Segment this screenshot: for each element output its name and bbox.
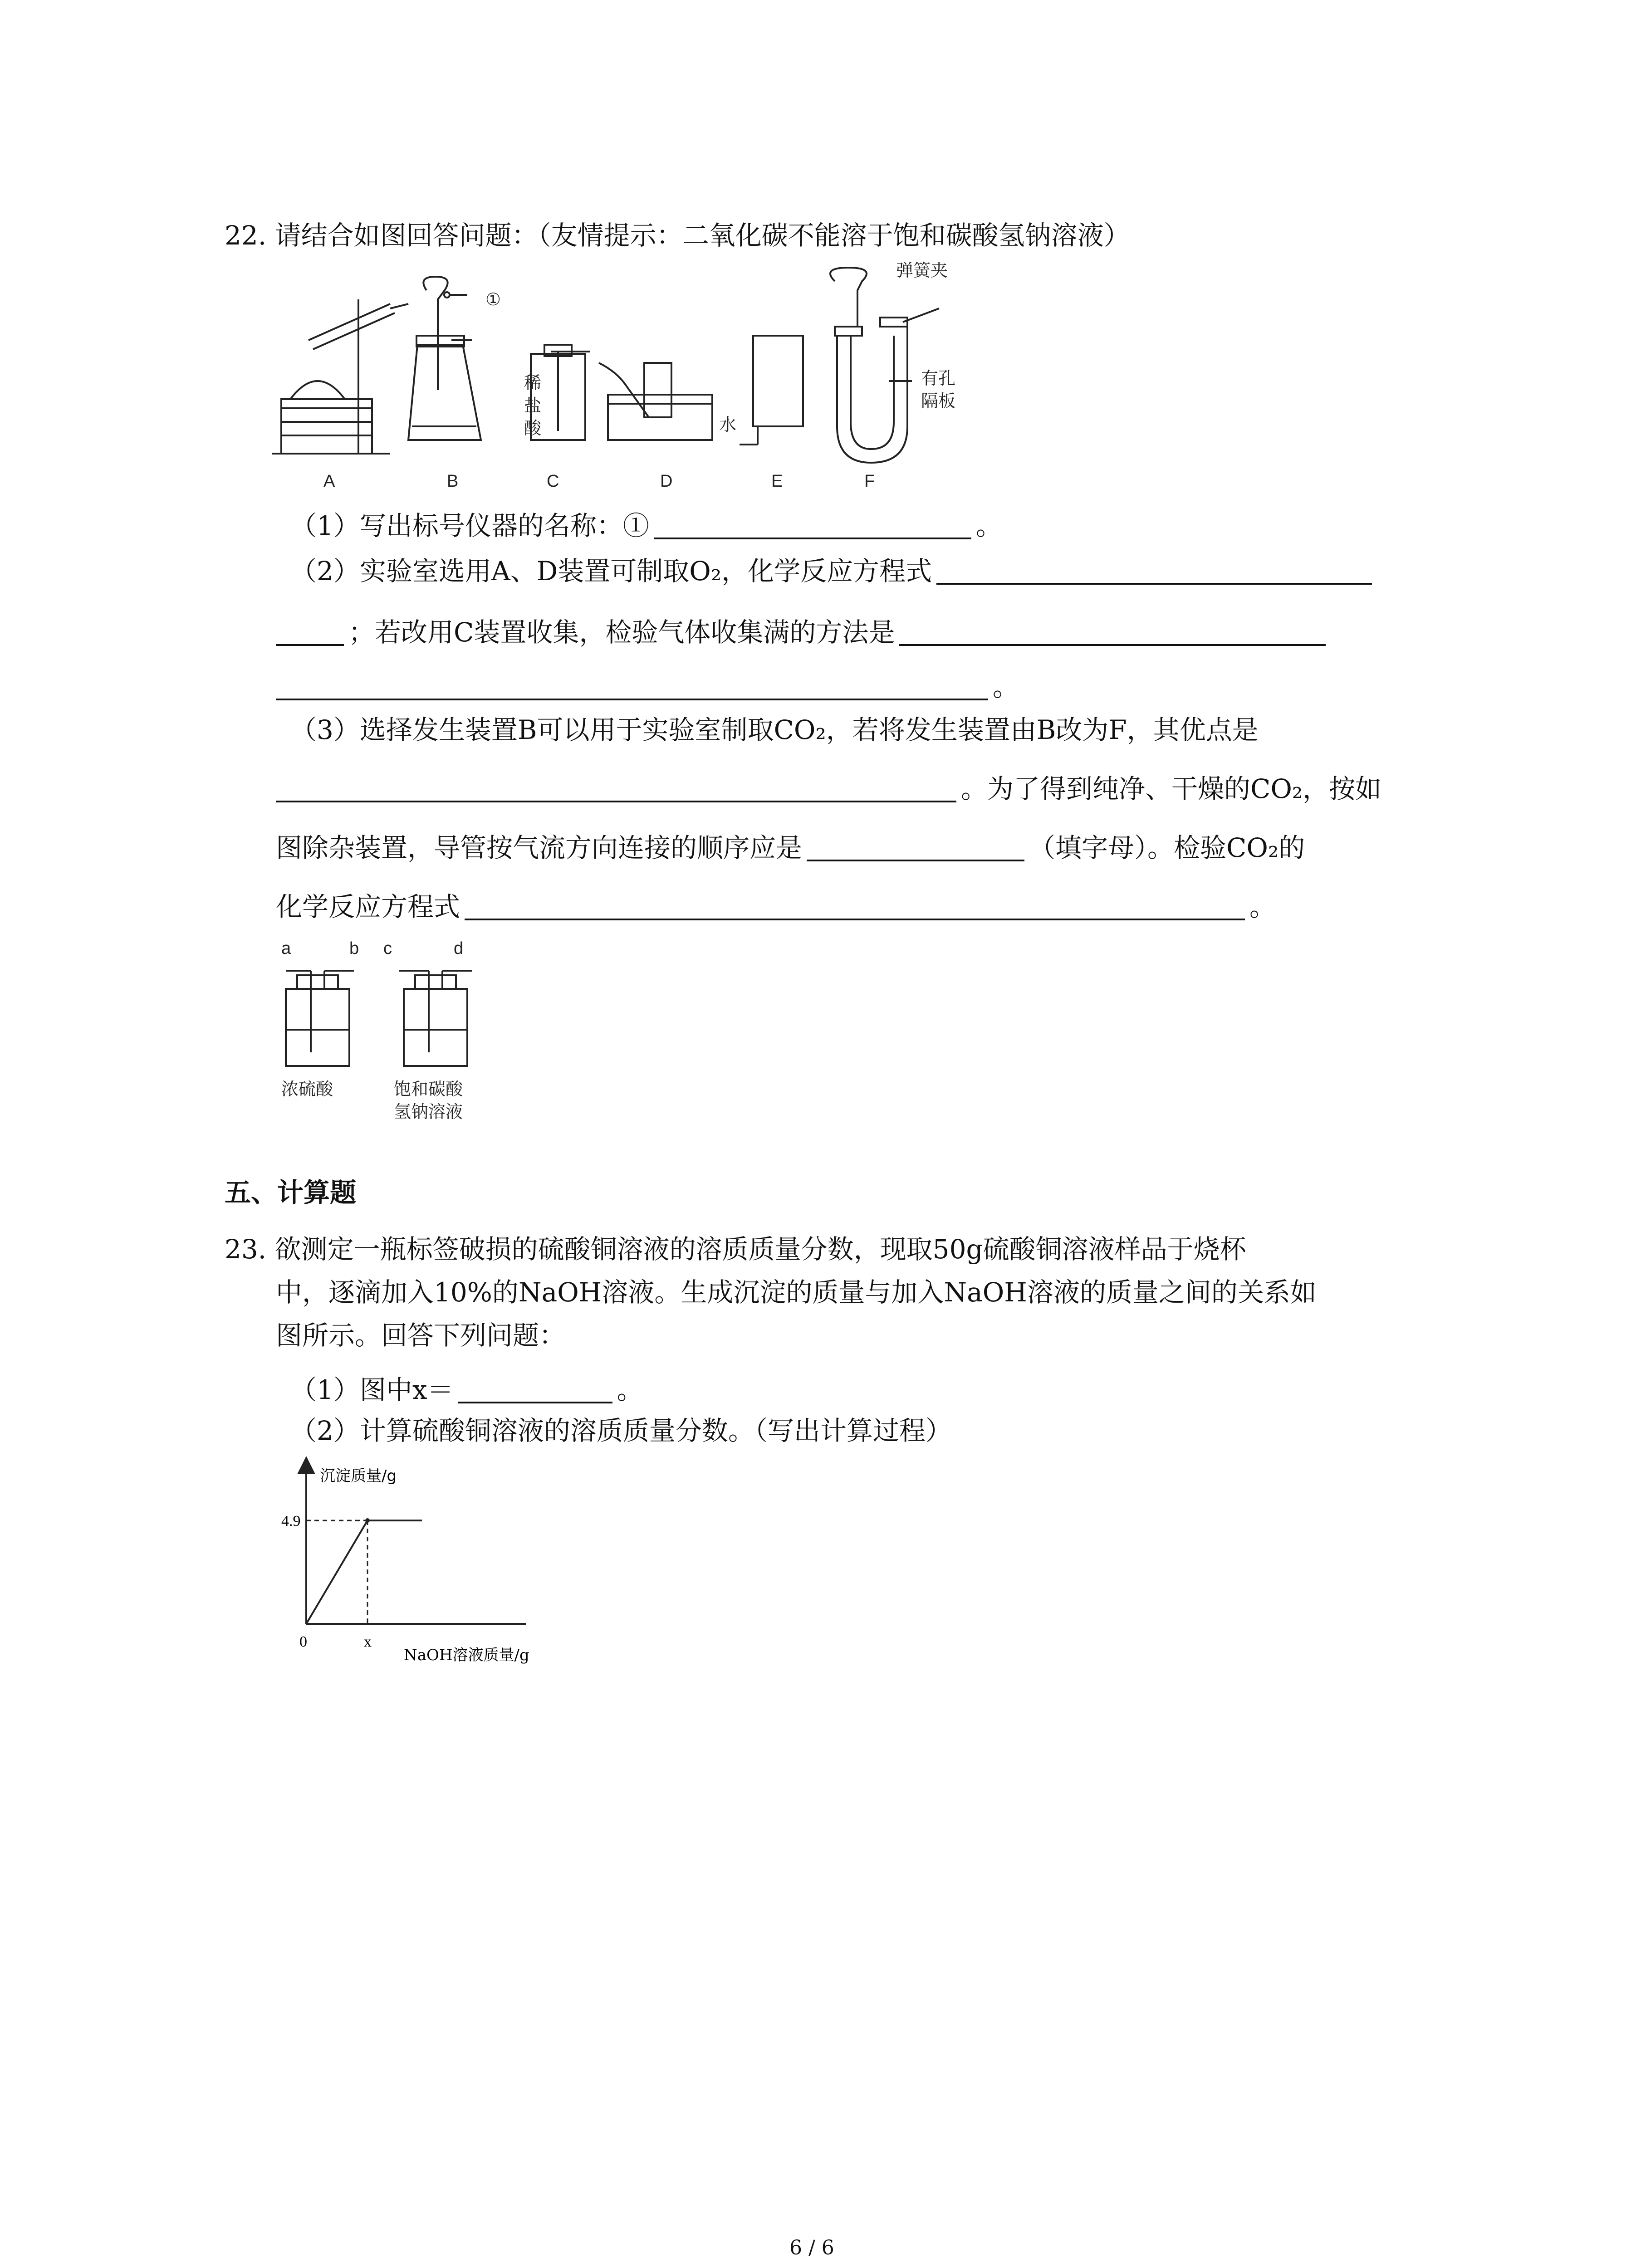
series-line-rise	[306, 1520, 367, 1624]
answer-blank-3b[interactable]	[807, 832, 1024, 861]
q22-p2-c: 。	[276, 671, 1019, 700]
q23-line1: 23. 欲测定一瓶标签破损的硫酸铜溶液的溶质质量分数，现取50g硫酸铜溶液样品于烧杯	[225, 1234, 1246, 1265]
section-5-title: 五、计算题	[225, 1177, 357, 1208]
y-axis-label: 沉淀质量/g	[320, 1467, 397, 1485]
label-water: 水	[719, 415, 737, 435]
tube-d: d	[454, 939, 464, 958]
q22-p2-a: （2）实验室选用A、D装置可制取O₂，化学反应方程式	[290, 556, 1372, 585]
apparatus-e	[740, 336, 803, 445]
q22-p3-a: （3）选择发生装置B可以用于实验室制取CO₂，若将发生装置由B改为F，其优点是	[290, 714, 1259, 745]
origin-label: 0	[299, 1633, 307, 1650]
q22-p3-e: 化学反应方程式 。	[276, 891, 1276, 922]
label-clip: 弹簧夹	[896, 261, 948, 280]
tube-a: a	[281, 939, 291, 958]
label-plate: 有孔隔板	[921, 369, 956, 411]
apparatus-f	[830, 268, 939, 463]
data-point-turn	[365, 1518, 370, 1523]
q22-p2-b: ；若改用C装置收集，检验气体收集满的方法是	[276, 617, 1326, 646]
y-tick-label: 4.9	[281, 1513, 301, 1530]
q23-p2: （2）计算硫酸铜溶液的溶质质量分数。（写出计算过程）	[290, 1415, 952, 1446]
label-C: C	[547, 472, 559, 491]
answer-blank-x[interactable]	[458, 1374, 612, 1403]
answer-blank-2c[interactable]	[899, 617, 1326, 646]
apparatus-b	[408, 277, 481, 440]
x-tick-label: x	[364, 1633, 372, 1650]
label-circle1: ①	[485, 290, 501, 309]
answer-blank-2a[interactable]	[936, 556, 1372, 585]
answer-blank-1[interactable]	[654, 510, 971, 539]
bottle-label-right-2: 氢钠溶液	[394, 1103, 463, 1122]
bottle-label-left: 浓硫酸	[281, 1080, 333, 1099]
label-hcl: 稀盐酸	[524, 374, 542, 438]
q22-p3-c: 图除杂装置，导管按气流方向连接的顺序应是 （填字母）。检验CO₂的	[276, 832, 1305, 863]
label-E: E	[771, 472, 783, 491]
label-D: D	[660, 472, 673, 491]
x-axis-label: NaOH溶液质量/g	[404, 1646, 529, 1664]
label-F: F	[864, 472, 875, 491]
q23-p1: （1）图中x＝ 。	[290, 1374, 643, 1405]
page-number: 6 / 6	[789, 2236, 834, 2259]
answer-blank-2b[interactable]	[276, 617, 344, 646]
q22-p3-b: 。为了得到纯净、干燥的CO₂，按如	[276, 773, 1381, 802]
q23-line3: 图所示。回答下列问题：	[276, 1320, 566, 1351]
wash-bottles-figure	[277, 953, 513, 1089]
tube-b: b	[349, 939, 359, 958]
apparatus-figure	[272, 272, 975, 490]
bottle-label-right-1: 饱和碳酸	[394, 1080, 463, 1099]
q22-stem: 22. 请结合如图回答问题：（友情提示：二氧化碳不能溶于饱和碳酸氢钠溶液）	[225, 220, 1130, 251]
label-A: A	[323, 472, 335, 491]
apparatus-a	[272, 299, 408, 454]
tube-c: c	[383, 939, 392, 958]
answer-blank-2d[interactable]	[276, 671, 988, 700]
apparatus-d	[599, 363, 712, 440]
q22-p1: （1）写出标号仪器的名称：① 。	[290, 510, 1002, 541]
answer-blank-3c[interactable]	[465, 891, 1245, 920]
q23-line2: 中，逐滴加入10%的NaOH溶液。生成沉淀的质量与加入NaOH溶液的质量之间的关系如	[276, 1277, 1317, 1308]
label-B: B	[447, 472, 459, 491]
precipitate-chart	[263, 1456, 581, 1665]
answer-blank-3a[interactable]	[276, 773, 956, 802]
